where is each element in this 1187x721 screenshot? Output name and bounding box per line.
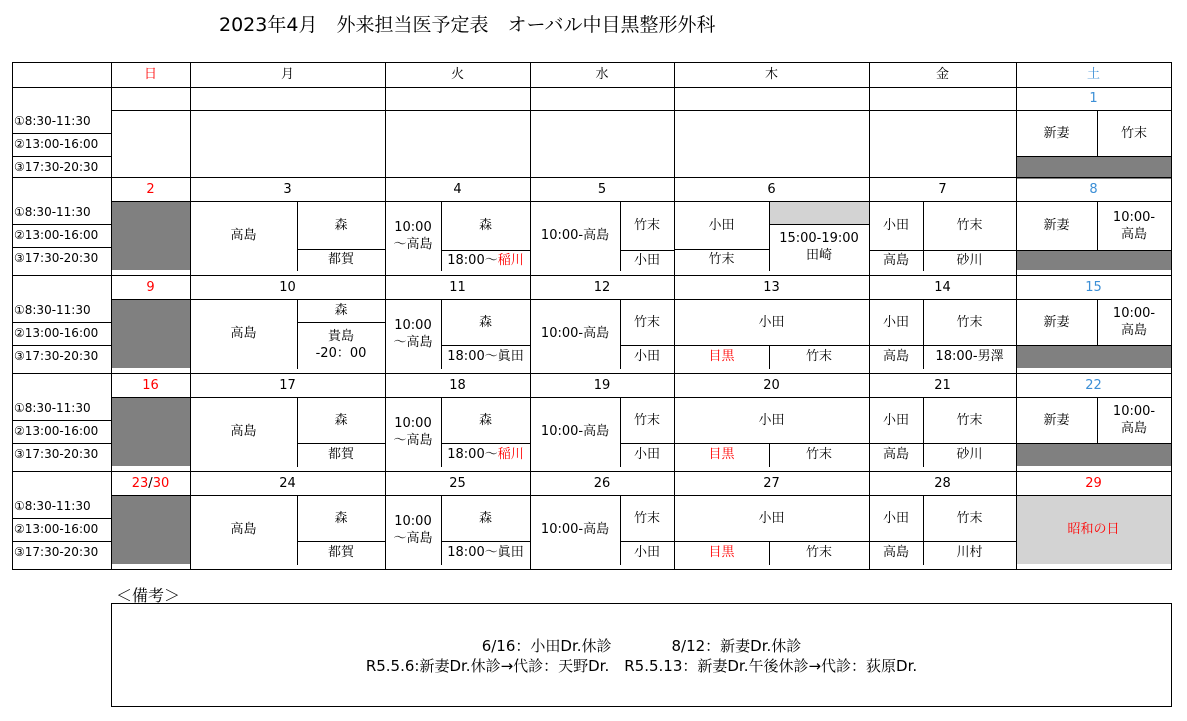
date-thu: 27	[763, 475, 780, 491]
doctor: 10:00- 高島	[1112, 306, 1156, 338]
grid-line	[385, 62, 386, 570]
time-slot-label: ②13:00-16:00	[14, 326, 99, 340]
grid-line	[12, 156, 112, 157]
grid-line	[769, 345, 770, 369]
grid-line	[297, 249, 386, 250]
doctor: 小田	[882, 218, 909, 233]
grid-line	[674, 249, 770, 250]
grid-line	[111, 299, 1172, 300]
doctor: 10:00-高島	[540, 522, 610, 537]
date-sat: 22	[1085, 377, 1102, 393]
weekday-header-tue: 火	[450, 67, 464, 82]
closed-slot	[1016, 156, 1171, 179]
date-wed: 5	[597, 181, 607, 197]
grid-line	[620, 495, 621, 565]
notes-line-1: 6/16：小田Dr.休診 8/12：新妻Dr.休診	[481, 637, 802, 655]
doctor: 森	[334, 303, 348, 318]
doctor: 竹末	[956, 510, 983, 526]
time-slot-label: ②13:00-16:00	[14, 137, 99, 151]
notes-heading: ＜備考＞	[116, 586, 181, 605]
time-slot-label: ②13:00-16:00	[14, 424, 99, 438]
doctor: 竹末	[633, 412, 660, 428]
grid-line	[1171, 62, 1172, 570]
time-slot-label: ①8:30-11:30	[14, 401, 91, 415]
doctor: 18:00～眞田	[447, 545, 524, 560]
doctor: 小田	[633, 447, 660, 462]
grid-line	[12, 177, 1172, 178]
grid-line	[12, 275, 1172, 276]
time-slot-label: ①8:30-11:30	[14, 205, 91, 219]
doctor: 10:00- 高島	[1112, 404, 1156, 436]
closed-slot	[111, 495, 190, 564]
grid-line	[12, 518, 112, 519]
doctor: 高島	[230, 522, 257, 537]
weekday-header-fri: 金	[935, 67, 949, 82]
grid-line	[1016, 156, 1172, 157]
date-tue: 4	[453, 181, 462, 197]
grid-line	[1097, 201, 1098, 251]
grid-line	[12, 62, 1172, 63]
date-mon: 10	[279, 279, 296, 295]
grid-line	[441, 397, 442, 467]
closed-slot	[111, 397, 190, 466]
grid-line	[674, 345, 870, 346]
time-slot-label: ①8:30-11:30	[14, 303, 91, 317]
grid-line	[12, 133, 112, 134]
doctor: 竹末	[956, 218, 983, 233]
doctor: 小田	[882, 412, 909, 428]
grid-line	[12, 471, 1172, 472]
grid-line	[1097, 397, 1098, 444]
grid-line	[869, 250, 1017, 251]
grid-line	[111, 201, 1172, 202]
weekday-header-sun: 日	[143, 67, 157, 82]
grid-line	[297, 397, 298, 467]
grid-line	[923, 495, 924, 565]
grid-line	[620, 345, 675, 346]
doctor: 高島	[230, 228, 257, 243]
closed-slot	[111, 201, 190, 270]
doctor: 森	[478, 510, 492, 526]
grid-line	[1016, 62, 1017, 570]
doctor: 小田	[633, 349, 660, 364]
doctor: 10:00-高島	[540, 228, 610, 243]
date-sun-part: 23	[131, 475, 149, 491]
doctor: 小田	[758, 510, 785, 526]
grid-line	[111, 62, 112, 570]
doctor: 小田	[758, 314, 785, 330]
doctor: 10:00 ～高島	[393, 513, 433, 546]
doctor: 目黒	[708, 545, 735, 560]
doctor: 小田	[633, 252, 660, 268]
doctor: 10:00 ～高島	[393, 317, 433, 350]
date-sat: 8	[1089, 181, 1098, 197]
closed-slot	[1016, 250, 1171, 270]
grid-line	[441, 443, 531, 444]
date-wed: 12	[593, 279, 611, 295]
grid-line	[297, 299, 298, 369]
grid-line	[620, 250, 675, 251]
doctor: 竹末	[805, 447, 832, 462]
doctor: 高島	[230, 424, 257, 439]
grid-line	[12, 569, 1172, 570]
doctor: 竹末	[805, 545, 832, 560]
doctor: 森	[478, 412, 492, 428]
doctor: 目黒	[708, 447, 735, 462]
doctor: 高島	[882, 252, 909, 268]
doctor: 10:00 ～高島	[393, 415, 433, 448]
doctor: 18:00～眞田	[447, 349, 524, 364]
grid-line	[12, 345, 112, 346]
doctor: 竹末	[633, 218, 660, 233]
grid-line	[674, 541, 870, 542]
grid-line	[620, 443, 675, 444]
doctor	[441, 443, 530, 466]
page-title: 2023年4月 外来担当医予定表 オーバル中目黒整形外科	[219, 14, 716, 36]
date-sun	[111, 471, 190, 495]
time-slot-label: ③17:30-20:30	[14, 545, 99, 559]
date-mon: 24	[279, 475, 296, 491]
doctor: 小田	[882, 314, 909, 330]
grid-line	[12, 87, 1172, 88]
doctor: 竹末	[956, 412, 983, 428]
date-sun: 2	[146, 181, 155, 197]
grid-line	[923, 397, 924, 467]
date-tue: 18	[449, 377, 466, 393]
doctor: 10:00 ～高島	[393, 219, 433, 252]
grid-line	[441, 201, 442, 271]
grid-line	[12, 541, 112, 542]
grid-line	[111, 495, 1172, 496]
doctor: 森	[478, 314, 492, 330]
grid-line	[769, 443, 770, 467]
grid-line	[869, 541, 1017, 542]
doctor: 15:00-19:00 田崎	[779, 231, 859, 263]
doctor: 砂川	[956, 447, 983, 462]
evening-doctor: 稲川	[497, 447, 524, 462]
time-slot-label: ③17:30-20:30	[14, 251, 99, 265]
grid-line	[674, 443, 870, 444]
evening-doctor: 稲川	[497, 252, 524, 268]
closed-slot	[1016, 345, 1171, 368]
doctor: 新妻	[1043, 125, 1070, 141]
grid-line	[674, 62, 675, 570]
grid-line	[297, 322, 386, 323]
doctor: 都賀	[327, 447, 354, 462]
grid-line	[12, 443, 112, 444]
grid-line	[190, 62, 191, 570]
closed-slot	[111, 299, 190, 368]
doctor: 新妻	[1043, 218, 1070, 233]
notes-box	[111, 603, 1172, 707]
date-tue: 11	[449, 279, 466, 295]
grid-line	[620, 397, 621, 467]
grid-line	[297, 443, 386, 444]
grid-line	[12, 322, 112, 323]
doctor: 竹末	[633, 314, 660, 330]
doctor: 竹末	[805, 349, 832, 364]
doctor: 10:00-高島	[540, 326, 610, 341]
grid-line	[441, 250, 531, 251]
date-fri: 28	[934, 475, 951, 491]
date-mon: 3	[283, 181, 292, 197]
date-thu: 13	[763, 279, 780, 295]
evening-time: 18:00～	[447, 447, 498, 462]
grid-line	[12, 373, 1172, 374]
grid-line	[441, 541, 531, 542]
grid-line	[111, 110, 1172, 111]
doctor: 10:00-高島	[540, 424, 610, 439]
time-slot-label: ③17:30-20:30	[14, 447, 99, 461]
doctor: 都賀	[327, 545, 354, 560]
date-separator: /	[148, 475, 153, 491]
date-sat: 29	[1085, 475, 1102, 491]
empty-slot	[769, 201, 869, 224]
grid-line	[530, 62, 531, 570]
doctor: 高島	[882, 447, 909, 462]
grid-line	[1097, 299, 1098, 346]
doctor	[441, 250, 530, 270]
date-wed: 19	[593, 377, 611, 393]
time-slot-label: ③17:30-20:30	[14, 160, 99, 174]
doctor: 18:00-男澤	[935, 349, 1004, 364]
doctor: 新妻	[1043, 412, 1070, 428]
doctor: 貴島 -20：00	[315, 329, 367, 361]
doctor: 高島	[882, 349, 909, 364]
date-sat: 1	[1089, 91, 1098, 106]
date-fri: 21	[934, 377, 951, 393]
doctor: 森	[334, 412, 348, 428]
weekday-header-sat: 土	[1086, 67, 1100, 82]
grid-line	[869, 345, 1017, 346]
grid-line	[297, 201, 298, 271]
doctor: 小田	[882, 510, 909, 526]
closed-slot	[1016, 443, 1171, 466]
grid-line	[923, 299, 924, 369]
notes-line-2: R5.5.6:新妻Dr.休診→代診：天野Dr. R5.5.13：新妻Dr.午後休診→代診：荻原Dr.	[365, 657, 918, 675]
date-thu: 6	[767, 181, 776, 197]
grid-line	[769, 541, 770, 565]
doctor: 小田	[758, 412, 785, 428]
weekday-header-wed: 水	[595, 67, 609, 82]
grid-line	[12, 224, 112, 225]
date-mon: 17	[279, 377, 296, 393]
doctor: 高島	[230, 326, 257, 341]
date-sat: 15	[1085, 279, 1102, 295]
date-fri: 7	[938, 181, 947, 197]
date-tue: 25	[449, 475, 466, 491]
weekday-header-mon: 月	[280, 67, 294, 82]
time-slot-label: ①8:30-11:30	[14, 499, 91, 513]
grid-line	[769, 224, 870, 225]
grid-line	[1016, 250, 1172, 251]
date-thu: 20	[763, 377, 780, 393]
doctor: 竹末	[956, 314, 983, 330]
grid-line	[620, 541, 675, 542]
weekday-header-thu: 木	[764, 67, 778, 82]
doctor: 森	[334, 217, 348, 233]
grid-line	[12, 420, 112, 421]
doctor: 10:00- 高島	[1112, 209, 1156, 242]
doctor: 川村	[956, 545, 983, 560]
grid-line	[869, 62, 870, 570]
doctor: 小田	[708, 217, 735, 233]
grid-line	[620, 299, 621, 369]
doctor: 小田	[633, 545, 660, 560]
grid-line	[297, 495, 298, 565]
doctor: 竹末	[708, 252, 735, 267]
doctor: 竹末	[1120, 125, 1147, 141]
time-slot-label: ②13:00-16:00	[14, 522, 99, 536]
grid-line	[441, 345, 531, 346]
date-fri: 14	[934, 279, 951, 295]
doctor: 森	[478, 218, 492, 233]
grid-line	[620, 201, 621, 271]
doctor: 目黒	[708, 349, 735, 364]
grid-line	[441, 495, 442, 565]
doctor: 都賀	[327, 252, 354, 267]
date-wed: 26	[593, 475, 611, 491]
holiday-label: 昭和の日	[1016, 495, 1171, 564]
doctor: 砂川	[956, 252, 983, 268]
evening-time: 18:00～	[447, 252, 498, 268]
doctor: 竹末	[633, 510, 660, 526]
grid-line	[441, 299, 442, 369]
grid-line	[769, 201, 770, 271]
time-slot-label: ①8:30-11:30	[14, 114, 91, 128]
date-sun-part: 30	[152, 475, 170, 491]
doctor: 高島	[882, 545, 909, 560]
time-slot-label: ③17:30-20:30	[14, 349, 99, 363]
grid-line	[1016, 345, 1172, 346]
grid-line	[1016, 443, 1172, 444]
grid-line	[12, 247, 112, 248]
doctor: 新妻	[1043, 314, 1070, 330]
date-sun: 9	[146, 279, 155, 295]
date-sun: 16	[142, 377, 159, 393]
grid-line	[923, 201, 924, 271]
grid-line	[297, 541, 386, 542]
doctor: 森	[334, 510, 348, 526]
time-slot-label: ②13:00-16:00	[14, 228, 99, 242]
grid-line	[869, 443, 1017, 444]
grid-line	[111, 397, 1172, 398]
grid-line	[1097, 110, 1098, 157]
grid-line	[12, 62, 13, 570]
